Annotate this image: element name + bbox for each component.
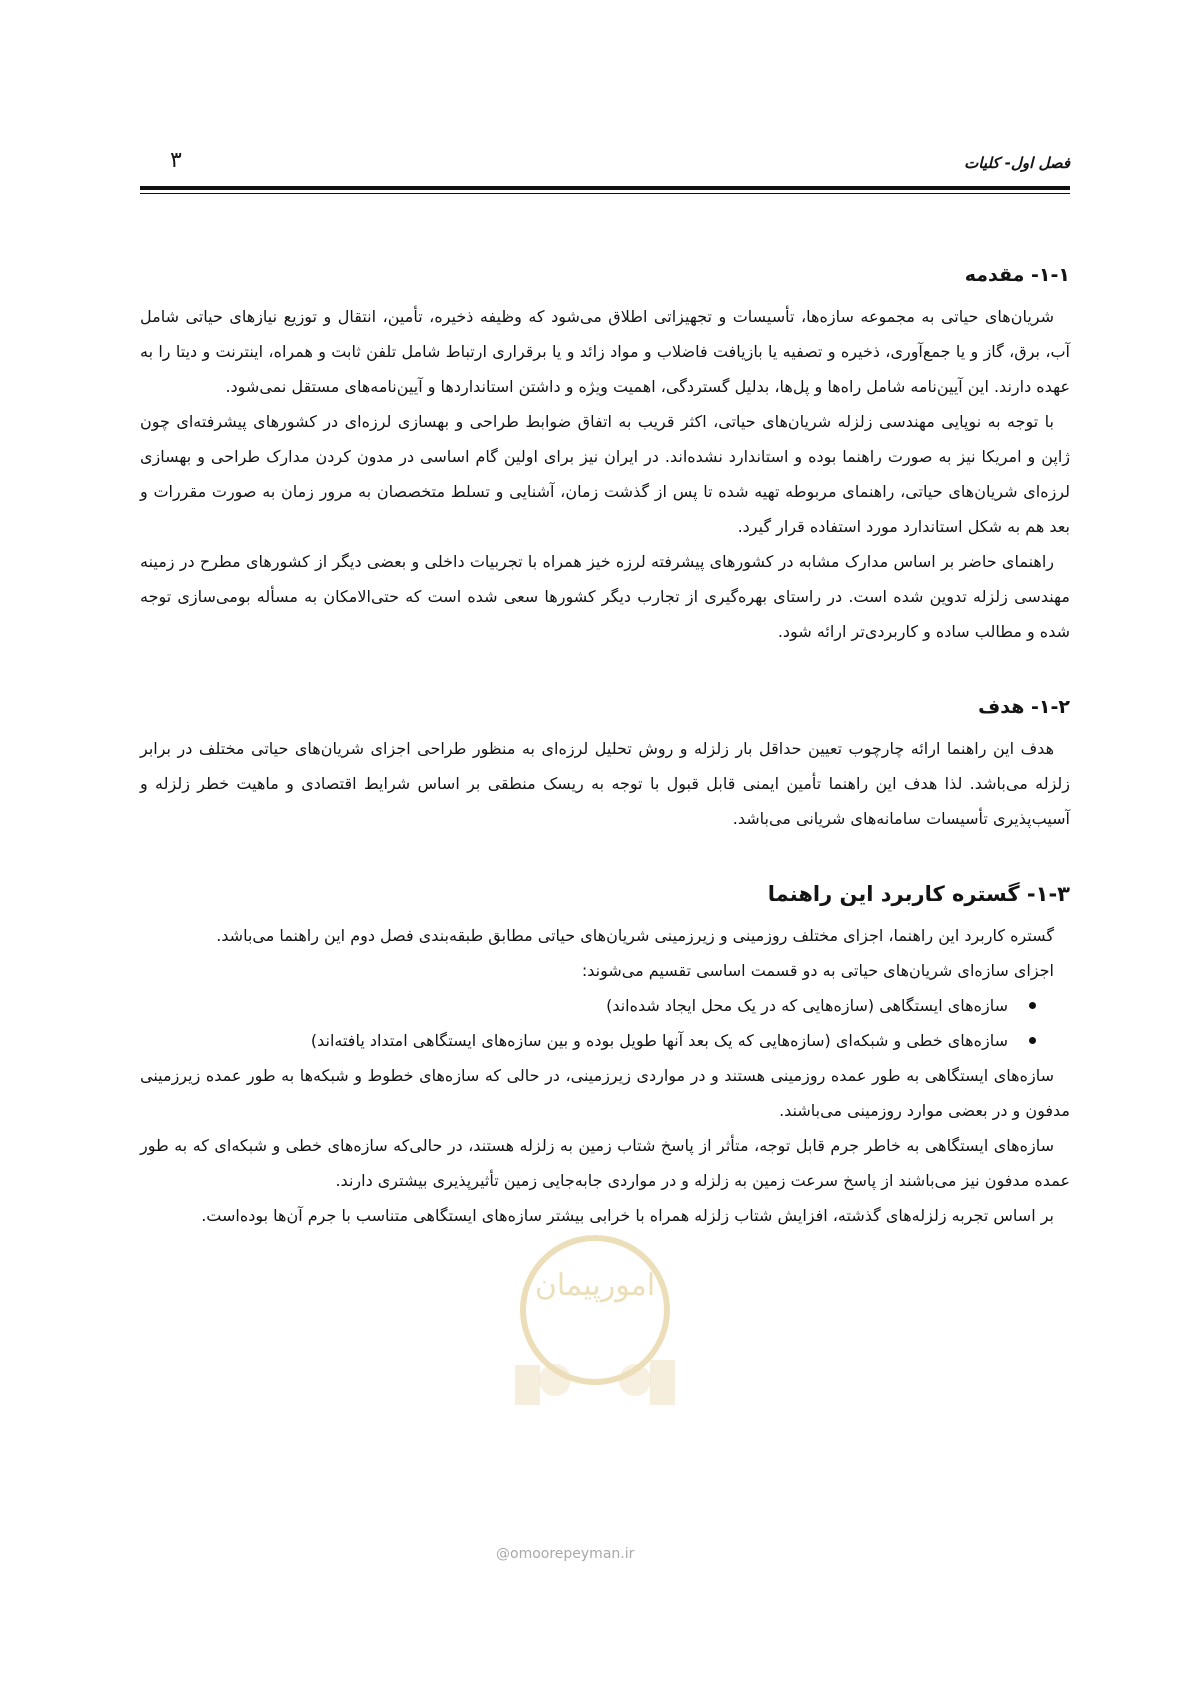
paragraph: گستره کاربرد این راهنما، اجزای مختلف روزمینی و زیرزمینی شریان‌های حیاتی مطابق طبقه‌بندی فصل دوم این راهنما می‌باشد. (216, 926, 1054, 945)
header-rule-thick (140, 186, 1070, 190)
page-number: ۳ (170, 148, 182, 173)
watermark-url: @omoorepeyman.ir (496, 1546, 635, 1562)
bullet-icon (1029, 1002, 1036, 1009)
paragraph: اجزای سازه‌ای شریان‌های حیاتی به دو قسمت اساسی تقسیم می‌شوند: (581, 961, 1054, 980)
list-item (140, 988, 1036, 1023)
paragraph: سازه‌های ایستگاهی به خاطر جرم قابل توجه، متأثر از پاسخ شتاب زمین به زلزله هستند، در حالی‌که سازه‌های خطی و شبکه‌ای که به طور عمده مدفون نیز می‌باشند از پاسخ سرعت زمین به زلزله و در مواردی جابه‌جایی زمین تأثیرپذیری بیشتری دارند. (140, 1136, 1070, 1190)
section-heading-scope: ۱-۳- گستره کاربرد این راهنما (767, 882, 1070, 906)
section-heading-introduction: ۱-۱- مقدمه (964, 264, 1070, 286)
chapter-title: فصل اول- کلیات (964, 154, 1070, 172)
page-header (140, 146, 1070, 186)
bullet-list (140, 988, 1070, 1058)
watermark-logo-text: امورپیمان (534, 1268, 656, 1303)
watermark-gear-icon (619, 1364, 651, 1396)
paragraph: شریان‌های حیاتی به مجموعه سازه‌ها، تأسیسات و تجهیزاتی اطلاق می‌شود که وظیفه ذخیره، تأمین، انتقال و توزیع نیازهای حیاتی شامل آب، برق، گاز و یا جمع‌آوری، ذخیره و تصفیه یا بازیافت فاضلاب و مواد زائد و یا برقراری ارتباط شامل تلفن ثابت و همراه، اینترنت و دیتا را به عهده دارند. این آیین‌نامه شامل راه‌ها و پل‌ها، بدلیل گستردگی، اهمیت ویژه و داشتن استانداردها و آیین‌نامه‌های مستقل نمی‌شود. (140, 307, 1070, 396)
header-rule-thin (140, 193, 1070, 194)
bullet-icon (1029, 1037, 1036, 1044)
list-item-text: سازه‌های خطی و شبکه‌ای (سازه‌هایی که یک بعد آنها طویل بوده و بین سازه‌های ایستگاهی امتداد یافته‌اند) (310, 1031, 1008, 1050)
watermark-logo (485, 1215, 705, 1415)
section-heading-goal: ۱-۲- هدف (978, 696, 1070, 718)
watermark-ring (523, 1238, 667, 1382)
paragraph: سازه‌های ایستگاهی به طور عمده روزمینی هستند و در مواردی زیرزمینی، در حالی که سازه‌های خطوط و شبکه‌ها به طور عمده زیرزمینی مدفون و در بعضی موارد روزمینی می‌باشند. (140, 1066, 1070, 1120)
paragraph: با توجه به نوپایی مهندسی زلزله شریان‌های حیاتی، اکثر قریب به اتفاق ضوابط طراحی و بهسازی لرزه‌ای در کشورهای پیشرفته‌ای چون ژاپن و امریکا نیز به صورت راهنما بوده و استاندارد نشده‌اند. در ایران نیز برای اولین گام اساسی در مدون کردن مدارک طراحی و بهسازی لرزه‌ای شریان‌های حیاتی، راهنمای مربوطه تهیه شده تا پس از گذشت زمان، آشنایی و تسلط متخصصان به مرور زمان به صورت مقررات و بعد هم به شکل استاندارد مورد استفاده قرار گیرد. (140, 412, 1070, 536)
list-item (140, 1023, 1036, 1058)
watermark-building-left (515, 1365, 540, 1405)
list-item-text: سازه‌های ایستگاهی (سازه‌هایی که در یک محل ایجاد شده‌اند) (606, 996, 1008, 1015)
page-content (140, 255, 1070, 1233)
watermark-building-right (650, 1360, 675, 1405)
paragraph: هدف این راهنما ارائه چارچوب تعیین حداقل بار زلزله و روش تحلیل لرزه‌ای به منظور طراحی اجزای شریان‌های حیاتی مختلف در برابر زلزله می‌باشد. لذا هدف این راهنما تأمین ایمنی قابل قبول با توجه به ریسک منطقی بر اساس شرایط اقتصادی و ماهیت خطر زلزله و آسیب‌پذیری تأسیسات سامانه‌های شریانی می‌باشد. (140, 739, 1070, 828)
paragraph: بر اساس تجربه زلزله‌های گذشته، افزایش شتاب زلزله همراه با خرابی بیشتر سازه‌های ایستگاهی متناسب با جرم آن‌ها بوده‌است. (201, 1206, 1054, 1225)
watermark-gear-icon (539, 1364, 571, 1396)
paragraph: راهنمای حاضر بر اساس مدارک مشابه در کشورهای پیشرفته لرزه خیز همراه با تجربیات داخلی و بعضی دیگر از کشورهای مطرح در زمینه مهندسی زلزله تدوین شده است. در راستای بهره‌گیری از تجارب دیگر کشورها سعی شده است که حتی‌الامکان به مسأله بومی‌سازی توجه شده و مطالب ساده و کاربردی‌تر ارائه شود. (140, 552, 1070, 641)
